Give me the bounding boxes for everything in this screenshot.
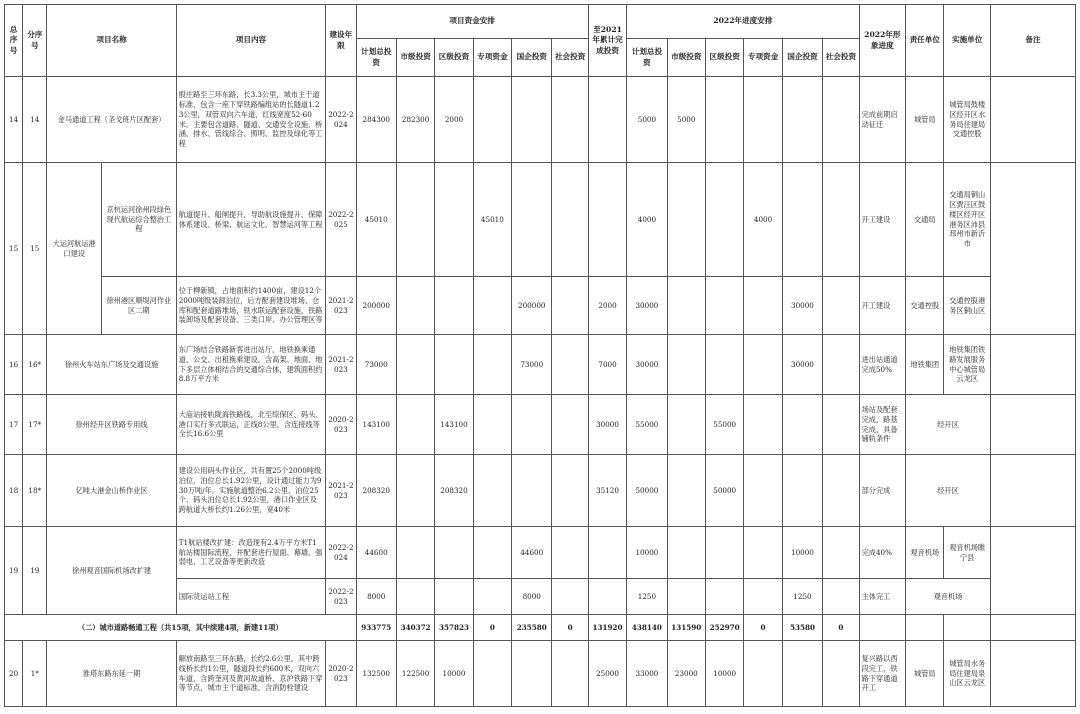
header-fund-col: 计划总投资 [356,39,396,77]
soe-invest [512,395,552,455]
header-fund-col: 专项资金 [473,39,511,77]
soe-invest [512,163,552,277]
implementing-unit [944,615,990,641]
p-plan-total: 33000 [627,641,667,707]
city-invest [396,455,434,527]
project-content: 东广场结合铁路新客进出站厅，地铁换乘通道、公交、出租换乘建设，含高架、地面、地下多层立体相结合的交通综合体，建筑面积约8.8万平方米 [176,335,326,395]
header-progress-col: 市级投资 [667,39,705,77]
p-special [744,77,782,163]
p-social [823,579,859,615]
project-content: T1航站楼改扩建：改造现有2.4万平方米T1航站楼国际流程，并配套进行屋面、幕墙、强弱电、工艺设备等更新改造 [176,527,326,579]
social-invest [552,579,588,615]
period: 2022-2023 [326,579,356,615]
p-special [744,455,782,527]
special-fund [473,527,511,579]
p-social [823,455,859,527]
district-invest: 357823 [435,615,473,641]
city-invest: 282300 [396,77,434,163]
sub-no: 16* [23,335,47,395]
p-district [706,579,744,615]
soe-invest: 73000 [512,335,552,395]
project-content: 位于柳新镇，占地面积约1400亩，建设12个2000吨级装卸泊位，后方配套建设堆场、仓库和配套道路堆场，铁水联运配套设施，铁路装卸场及配套设备、三类口岸、办公管理区等 [176,277,326,335]
project-name: 徐州火车站东广场及交通设施 [47,335,176,395]
header-progress-col: 计划总投资 [627,39,667,77]
total-no: 16 [5,335,23,395]
period: 2022-2025 [326,163,356,277]
table-row [5,527,1076,579]
table-row [5,335,1076,395]
plan-total: 200000 [356,277,396,335]
soe-invest: 235580 [512,615,552,641]
completed-2021 [588,579,626,615]
responsible-unit: 交通局 [906,163,944,277]
soe-invest [512,455,552,527]
remarks [990,77,1075,163]
period: 2022-2024 [326,527,356,579]
special-fund [473,395,511,455]
p-plan-total: 438140 [627,615,667,641]
completed-2021 [588,527,626,579]
p-district [706,77,744,163]
district-invest: 143100 [435,395,473,455]
total-no: 19 [5,527,23,615]
header-progress-col: 国企投资 [782,39,822,77]
p-special: 0 [744,615,782,641]
district-invest [435,277,473,335]
p-city [667,277,705,335]
header-progress-col: 专项资金 [744,39,782,77]
header-progress-col: 区级投资 [706,39,744,77]
soe-invest: 200000 [512,277,552,335]
responsible-unit: 城管局 [906,641,944,707]
project-name: 亿吨大港金山桥作业区 [47,455,176,527]
social-invest [552,163,588,277]
completed-2021: 25000 [588,641,626,707]
p-district: 55000 [706,395,744,455]
project-name: 徐州经开区铁路专用线 [47,395,176,455]
responsible-unit: 交通控股 [906,277,944,335]
responsible-unit: 观音机场 [906,527,944,579]
p-soe [782,395,822,455]
image-progress: 完成40% [859,527,905,579]
total-no: 20 [5,641,23,707]
header-image-progress: 2022年形象进度 [859,5,905,77]
p-district: 252970 [706,615,744,641]
period: 2021-2023 [326,335,356,395]
period: 2021-2023 [326,277,356,335]
period: 2020-2023 [326,641,356,707]
header-fund-col: 区级投资 [435,39,473,77]
plan-total: 73000 [356,335,396,395]
table-row [5,163,1076,277]
implementing-unit: 城管局水务局住建局泉山区云龙区 [944,641,990,707]
p-city [667,335,705,395]
header-completed-2021: 至2021年累计完成投资 [588,5,626,77]
social-invest [552,641,588,707]
soe-invest [512,77,552,163]
p-district [706,163,744,277]
header-total-no: 总序号 [5,5,23,77]
header-remarks: 备注 [990,5,1075,77]
social-invest [552,395,588,455]
total-no: 14 [5,77,23,163]
p-district: 10000 [706,641,744,707]
social-invest [552,455,588,527]
p-city: 5000 [667,77,705,163]
p-social [823,277,859,335]
city-invest [396,395,434,455]
responsible-unit: 城管局 [906,77,944,163]
p-soe [782,77,822,163]
responsible-unit: 地铁集团 [906,335,944,395]
p-plan-total: 55000 [627,395,667,455]
group-name: 大运河航运港口建设 [47,163,102,335]
p-city: 131590 [667,615,705,641]
implementing-unit: 地铁集团铁路发展服务中心城管局云龙区 [944,335,990,395]
p-soe: 10000 [782,527,822,579]
special-fund [473,579,511,615]
table-row [5,277,1076,335]
plan-total: 143100 [356,395,396,455]
p-special: 4000 [744,163,782,277]
plan-total: 8000 [356,579,396,615]
p-social [823,641,859,707]
project-name: 京杭运河徐州段绿色现代航运综合整治工程 [101,163,176,277]
p-plan-total: 5000 [627,77,667,163]
p-social [823,335,859,395]
implementing-unit: 观音机场睢宁县 [944,527,990,579]
p-district [706,335,744,395]
social-invest [552,527,588,579]
image-progress: 进出站通道完成50% [859,335,905,395]
p-special [744,335,782,395]
completed-2021 [588,77,626,163]
project-name: 金马通道工程（圣戈班片区配套） [47,77,176,163]
district-invest: 2000 [435,77,473,163]
remarks [990,527,1075,615]
p-soe: 30000 [782,277,822,335]
project-content: 解放南路至三环东路，长约2.6公里，其中跨线桥长约1公里，隧道段长约600米，双向六车道，含跨奎河及黄河故道桥、京沪铁路下穿等节点，城市主干道标准，含消防栓建设 [176,641,326,707]
p-city [667,163,705,277]
p-district: 50000 [706,455,744,527]
responsible-unit [906,615,944,641]
table-row [5,455,1076,527]
sub-no: 17* [23,395,47,455]
soe-invest [512,641,552,707]
remarks [990,641,1075,707]
p-soe [782,163,822,277]
project-content: 殷庄路至三环东路，长3.3公里，城市主干道标准，包含一座下穿铁路编组站的长隧道1.23公里，双管双向六车道，红线宽度52-60米。主要包含道路、隧道、交通安全设施、桥涵、排水、管线综合、照明、监控及绿化等工程 [176,77,326,163]
p-plan-total: 50000 [627,455,667,527]
section-title: （二）城市道路畅通工程（共15项，其中续建4项，新建11项） [5,615,357,641]
p-special [744,641,782,707]
image-progress: 复兴路以西段完工，铁路下穿通道开工 [859,641,905,707]
city-invest: 122500 [396,641,434,707]
p-soe: 30000 [782,335,822,395]
project-name: 徐州港区顺堤河作业区二期 [101,277,176,335]
special-fund [473,455,511,527]
p-soe [782,455,822,527]
period: 2021-2023 [326,455,356,527]
completed-2021: 7000 [588,335,626,395]
p-plan-total: 4000 [627,163,667,277]
p-social [823,527,859,579]
header-implementing-unit: 实施单位 [944,5,990,77]
remarks [990,395,1075,455]
district-invest [435,527,473,579]
sub-no: 18* [23,455,47,527]
image-progress: 开工建设 [859,277,905,335]
special-fund [473,277,511,335]
special-fund: 45010 [473,163,511,277]
plan-total: 45010 [356,163,396,277]
completed-2021 [588,163,626,277]
project-content: 国际货运站工程 [176,579,326,615]
plan-total: 132500 [356,641,396,707]
social-invest [552,335,588,395]
p-city [667,579,705,615]
p-plan-total: 1250 [627,579,667,615]
image-progress [859,615,905,641]
district-invest [435,579,473,615]
city-invest [396,277,434,335]
image-progress: 完成前期启动征迁 [859,77,905,163]
header-progress-col: 社会投资 [823,39,859,77]
project-name: 徐州观音国际机场改扩建 [47,527,176,615]
header-project-name: 项目名称 [47,5,176,77]
district-invest: 10000 [435,641,473,707]
total-no: 15 [5,163,23,335]
total-no: 17 [5,395,23,455]
header-fund-group: 项目资金安排 [356,5,588,39]
image-progress: 开工建设 [859,163,905,277]
p-city: 23000 [667,641,705,707]
period: 2022-2024 [326,77,356,163]
header-fund-col: 社会投资 [552,39,588,77]
table-row [5,77,1076,163]
special-fund [473,641,511,707]
social-invest [552,277,588,335]
header-construction-period: 建设年限 [326,5,356,77]
city-invest [396,335,434,395]
completed-2021: 30000 [588,395,626,455]
special-fund [473,335,511,395]
p-special [744,395,782,455]
completed-2021: 131920 [588,615,626,641]
p-city [667,395,705,455]
implementing-unit: 交通控股港务区铜山区 [944,277,990,335]
project-name: 淮塔东路东延一期 [47,641,176,707]
remarks [990,455,1075,527]
header-fund-col: 国企投资 [512,39,552,77]
table-row [5,641,1076,707]
image-progress: 部分完成 [859,455,905,527]
section-summary-row [5,615,1076,641]
city-invest [396,579,434,615]
p-social: 0 [823,615,859,641]
plan-total: 284300 [356,77,396,163]
remarks [990,335,1075,395]
social-invest [552,77,588,163]
project-content: 航道提升、船闸提升、导助航设施提升、保障体系建设、桥梁、航运文化、智慧运河等工程 [176,163,326,277]
p-social [823,77,859,163]
p-plan-total: 30000 [627,277,667,335]
special-fund: 0 [473,615,511,641]
p-special [744,277,782,335]
remarks [990,163,1075,335]
unit-merged: 经开区 [906,455,991,527]
p-city [667,455,705,527]
plan-total: 208320 [356,455,396,527]
p-soe: 53580 [782,615,822,641]
p-special [744,527,782,579]
p-plan-total: 30000 [627,335,667,395]
header-fund-col: 市级投资 [396,39,434,77]
city-invest: 340372 [396,615,434,641]
table-row [5,395,1076,455]
sub-no: 14 [23,77,47,163]
district-invest [435,163,473,277]
header-responsible-unit: 责任单位 [906,5,944,77]
social-invest: 0 [552,615,588,641]
period: 2020-2023 [326,395,356,455]
plan-total: 933775 [356,615,396,641]
district-invest: 208320 [435,455,473,527]
district-invest [435,335,473,395]
header-sub-no: 分序号 [23,5,47,77]
image-progress: 场站及配套完成，路基完成，具备铺轨条件 [859,395,905,455]
city-invest [396,527,434,579]
project-content: 建设公用码头作业区，共有置25个2000吨级泊位，泊位总长1.92公里，设计通过能力为930万吨/年。实施航道整治6.2公里、泊位25个、码头泊位总长1.92公里，港口作业区及跨航道大桥长约1.26公里，宽40米 [176,455,326,527]
p-plan-total: 10000 [627,527,667,579]
p-district [706,277,744,335]
plan-total: 44600 [356,527,396,579]
sub-no: 19 [23,527,47,615]
completed-2021: 2000 [588,277,626,335]
sub-no: 1* [23,641,47,707]
p-special [744,579,782,615]
sub-no: 15 [23,163,47,335]
implementing-unit: 城管局鼓楼区经开区水务局住建局交通控股 [944,77,990,163]
city-invest [396,163,434,277]
soe-invest: 8000 [512,579,552,615]
p-city [667,527,705,579]
p-social [823,163,859,277]
p-district [706,527,744,579]
p-social [823,395,859,455]
unit-merged: 经开区 [906,395,991,455]
remarks [990,615,1075,641]
header-progress-group: 2022年进度安排 [627,5,859,39]
p-soe [782,641,822,707]
soe-invest: 44600 [512,527,552,579]
implementing-unit: 交通局铜山区贾汪区鼓楼区经开区港务区沛县邳州市新沂市 [944,163,990,277]
unit-merged: 观音机场 [906,579,991,615]
project-table [4,4,1076,707]
total-no: 18 [5,455,23,527]
p-soe: 1250 [782,579,822,615]
special-fund [473,77,511,163]
header-project-content: 项目内容 [176,5,326,77]
project-content: 大庙站接轨陇海铁路线，北至综保区、码头、港口实行多式联运，正线8公里，含连接线等全长16.6公里 [176,395,326,455]
header-row-1 [5,5,1076,39]
completed-2021: 35120 [588,455,626,527]
image-progress: 主体完工 [859,579,905,615]
